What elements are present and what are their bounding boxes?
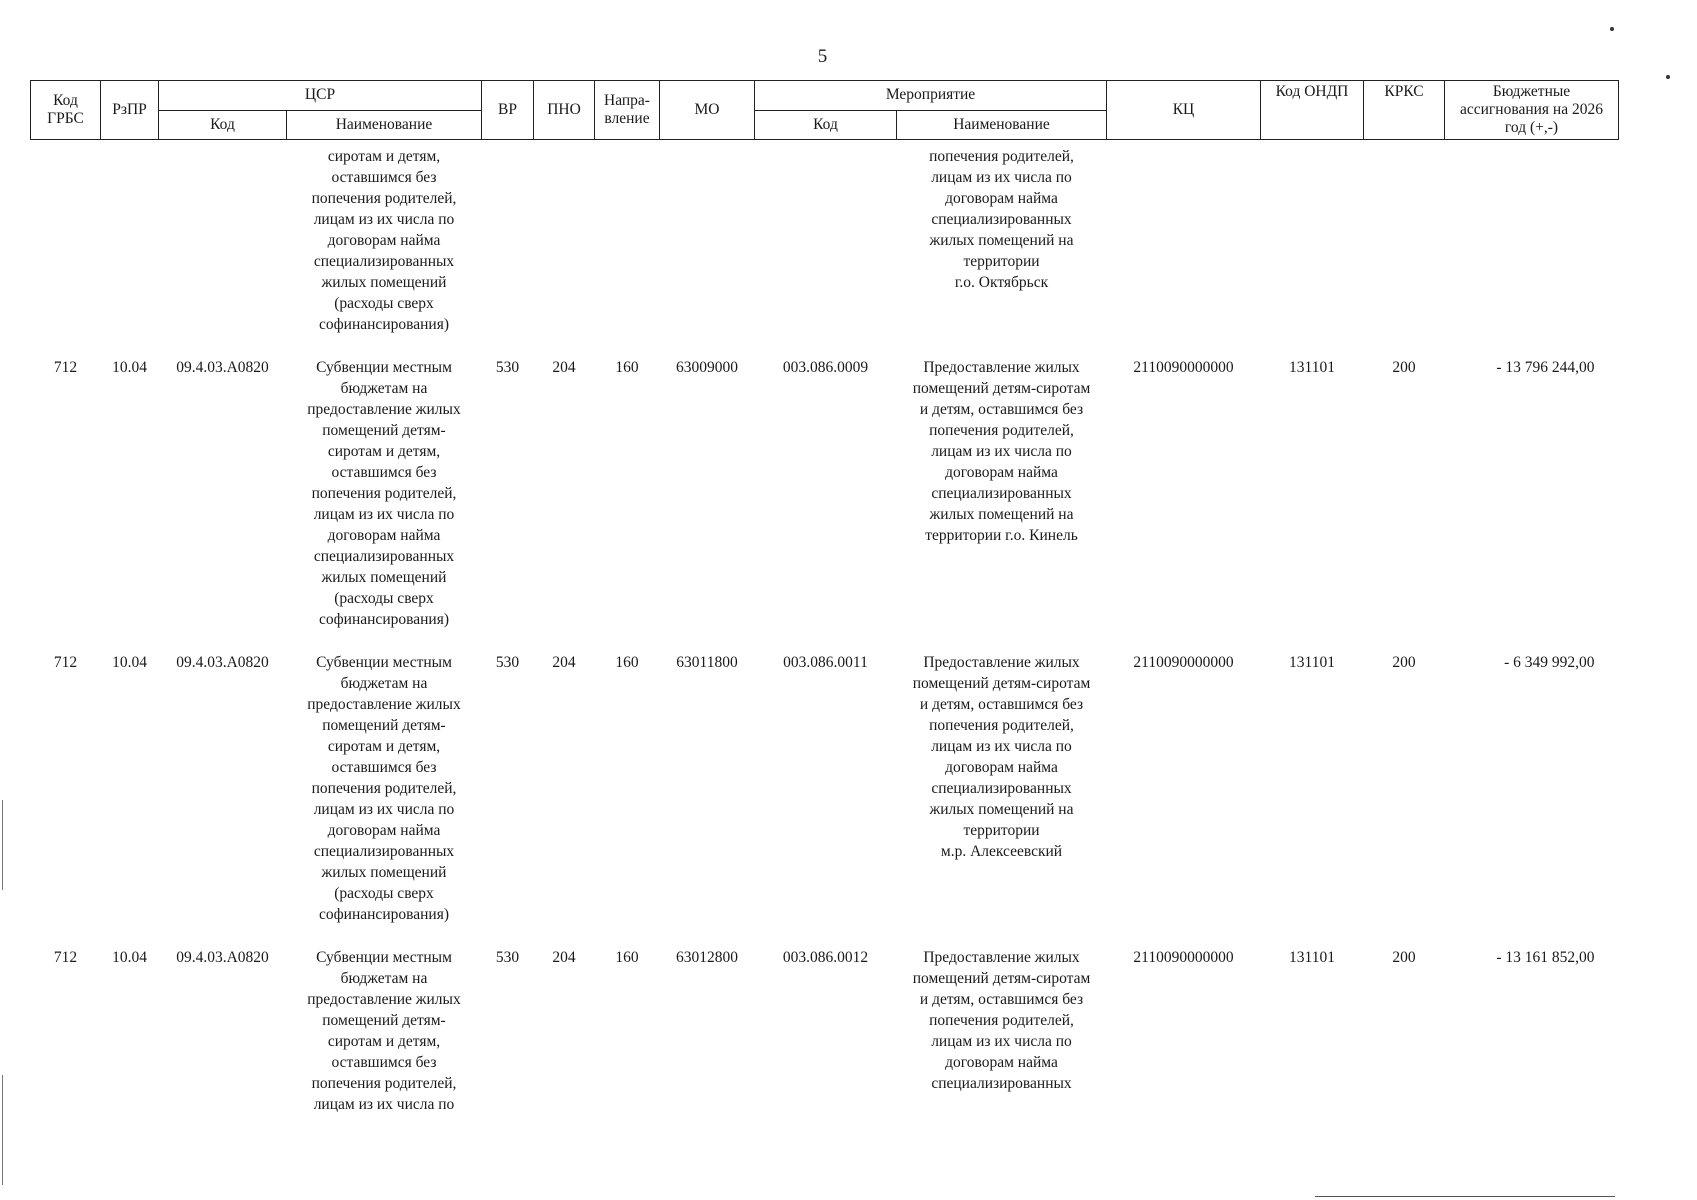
krks-cell: 200: [1392, 654, 1416, 671]
rzpr-cell: 10.04: [112, 654, 147, 671]
csr-kod-cell: 09.4.03.А0820: [176, 359, 269, 376]
budget-table: [30, 80, 1619, 1115]
header-direction: Напра- вление: [595, 81, 660, 140]
csr-kod-cell: 09.4.03.А0820: [176, 654, 269, 671]
event-name-cell: Предоставление жилых помещений детям-сиротам и детям, оставшимся без попечения родителей, лицам из их числа по договорам найма специализированных жилых помещений на территории г.о. Кинель: [912, 359, 1091, 544]
header-csr-kod: Код: [159, 110, 287, 140]
csr-name-cell: Субвенции местным бюджетам на предоставление жилых помещений детям- сиротам и детям, оставшимся без попечения родителей, лицам из их числа по договорам найма специализированных жилых помещений (расходы сверх софинансирования): [307, 654, 461, 923]
scan-mark: [2, 1075, 3, 1185]
header-csr-name: Наименование: [287, 110, 482, 140]
header-event: Мероприятие: [755, 81, 1107, 111]
scan-mark: [1610, 27, 1614, 31]
amount-cell: - 6 349 992,00: [1504, 654, 1595, 671]
pno-cell: 204: [552, 949, 576, 966]
amount-cell: - 13 161 852,00: [1496, 949, 1595, 966]
direction-cell: 160: [615, 949, 639, 966]
header-krks: КРКС: [1364, 81, 1445, 140]
rzpr-cell: 10.04: [112, 949, 147, 966]
kc-cell: 2110090000000: [1133, 654, 1234, 671]
kc-cell: 2110090000000: [1133, 359, 1234, 376]
vr-cell: 530: [495, 359, 520, 376]
krks-cell: 200: [1392, 949, 1416, 966]
header-ondp: Код ОНДП: [1261, 81, 1364, 140]
event-name-cell: Предоставление жилых помещений детям-сиротам и детям, оставшимся без попечения родителей, лицам из их числа по договорам найма специализированных жилых помещений на территории м.р. Алексеевский: [912, 654, 1091, 860]
event-name-cell: попечения родителей, лицам из их числа по договорам найма специализированных жилых помещений на территории г.о. Октябрьск: [929, 148, 1074, 291]
grbs-cell: 712: [53, 949, 78, 966]
header-kod-grbs: Код ГРБС: [31, 81, 101, 140]
header-pno: ПНО: [534, 81, 595, 140]
pno-cell: 204: [552, 359, 576, 376]
ondp-cell: 131101: [1289, 359, 1335, 376]
header-rzpr: РзПР: [101, 81, 159, 140]
table-row-continuation: [31, 140, 1619, 336]
scan-mark: [1666, 75, 1670, 79]
scan-mark: [1315, 1196, 1615, 1197]
table-row: [31, 925, 1619, 1115]
grbs-cell: 712: [53, 654, 78, 671]
vr-cell: 530: [495, 949, 520, 966]
page-number: 5: [817, 46, 828, 67]
table-row: [31, 630, 1619, 925]
header-vr: ВР: [482, 81, 534, 140]
csr-name-cell: Субвенции местным бюджетам на предоставление жилых помещений детям- сиротам и детям, оставшимся без попечения родителей, лицам из их числа по договорам найма специализированных жилых помещений (расходы сверх софинансирования): [307, 359, 461, 628]
header-event-kod: Код: [755, 110, 897, 140]
csr-name-cell: Субвенции местным бюджетам на предоставление жилых помещений детям- сиротам и детям, оставшимся без попечения родителей, лицам из их числа по: [307, 949, 461, 1113]
vr-cell: 530: [495, 654, 520, 671]
kc-cell: 2110090000000: [1133, 949, 1234, 966]
pno-cell: 204: [552, 654, 576, 671]
mo-cell: 63009000: [676, 359, 738, 376]
table-row: [31, 335, 1619, 630]
event-kod-cell: 003.086.0011: [783, 654, 868, 671]
direction-cell: 160: [615, 654, 639, 671]
krks-cell: 200: [1392, 359, 1416, 376]
amount-cell: - 13 796 244,00: [1496, 359, 1595, 376]
ondp-cell: 131101: [1289, 654, 1335, 671]
mo-cell: 63011800: [676, 654, 738, 671]
event-kod-cell: 003.086.0012: [782, 949, 869, 966]
rzpr-cell: 10.04: [112, 359, 147, 376]
csr-name-cell: сиротам и детям, оставшимся без попечения родителей, лицам из их числа по договорам найма специализированных жилых помещений (расходы сверх софинансирования): [311, 148, 457, 333]
header-mo: МО: [660, 81, 755, 140]
header-budget: Бюджетные ассигнования на 2026 год (+,-): [1445, 81, 1619, 140]
scan-mark: [2, 800, 3, 890]
event-kod-cell: 003.086.0009: [782, 359, 869, 376]
event-name-cell: Предоставление жилых помещений детям-сиротам и детям, оставшимся без попечения родителей, лицам из их числа по договорам найма специализированных: [912, 949, 1091, 1092]
grbs-cell: 712: [53, 359, 78, 376]
header-csr: ЦСР: [159, 81, 482, 111]
ondp-cell: 131101: [1289, 949, 1335, 966]
header-kc: КЦ: [1107, 81, 1261, 140]
table-header: [31, 81, 1619, 140]
csr-kod-cell: 09.4.03.А0820: [176, 949, 269, 966]
direction-cell: 160: [615, 359, 639, 376]
header-event-name: Наименование: [897, 110, 1107, 140]
mo-cell: 63012800: [676, 949, 738, 966]
